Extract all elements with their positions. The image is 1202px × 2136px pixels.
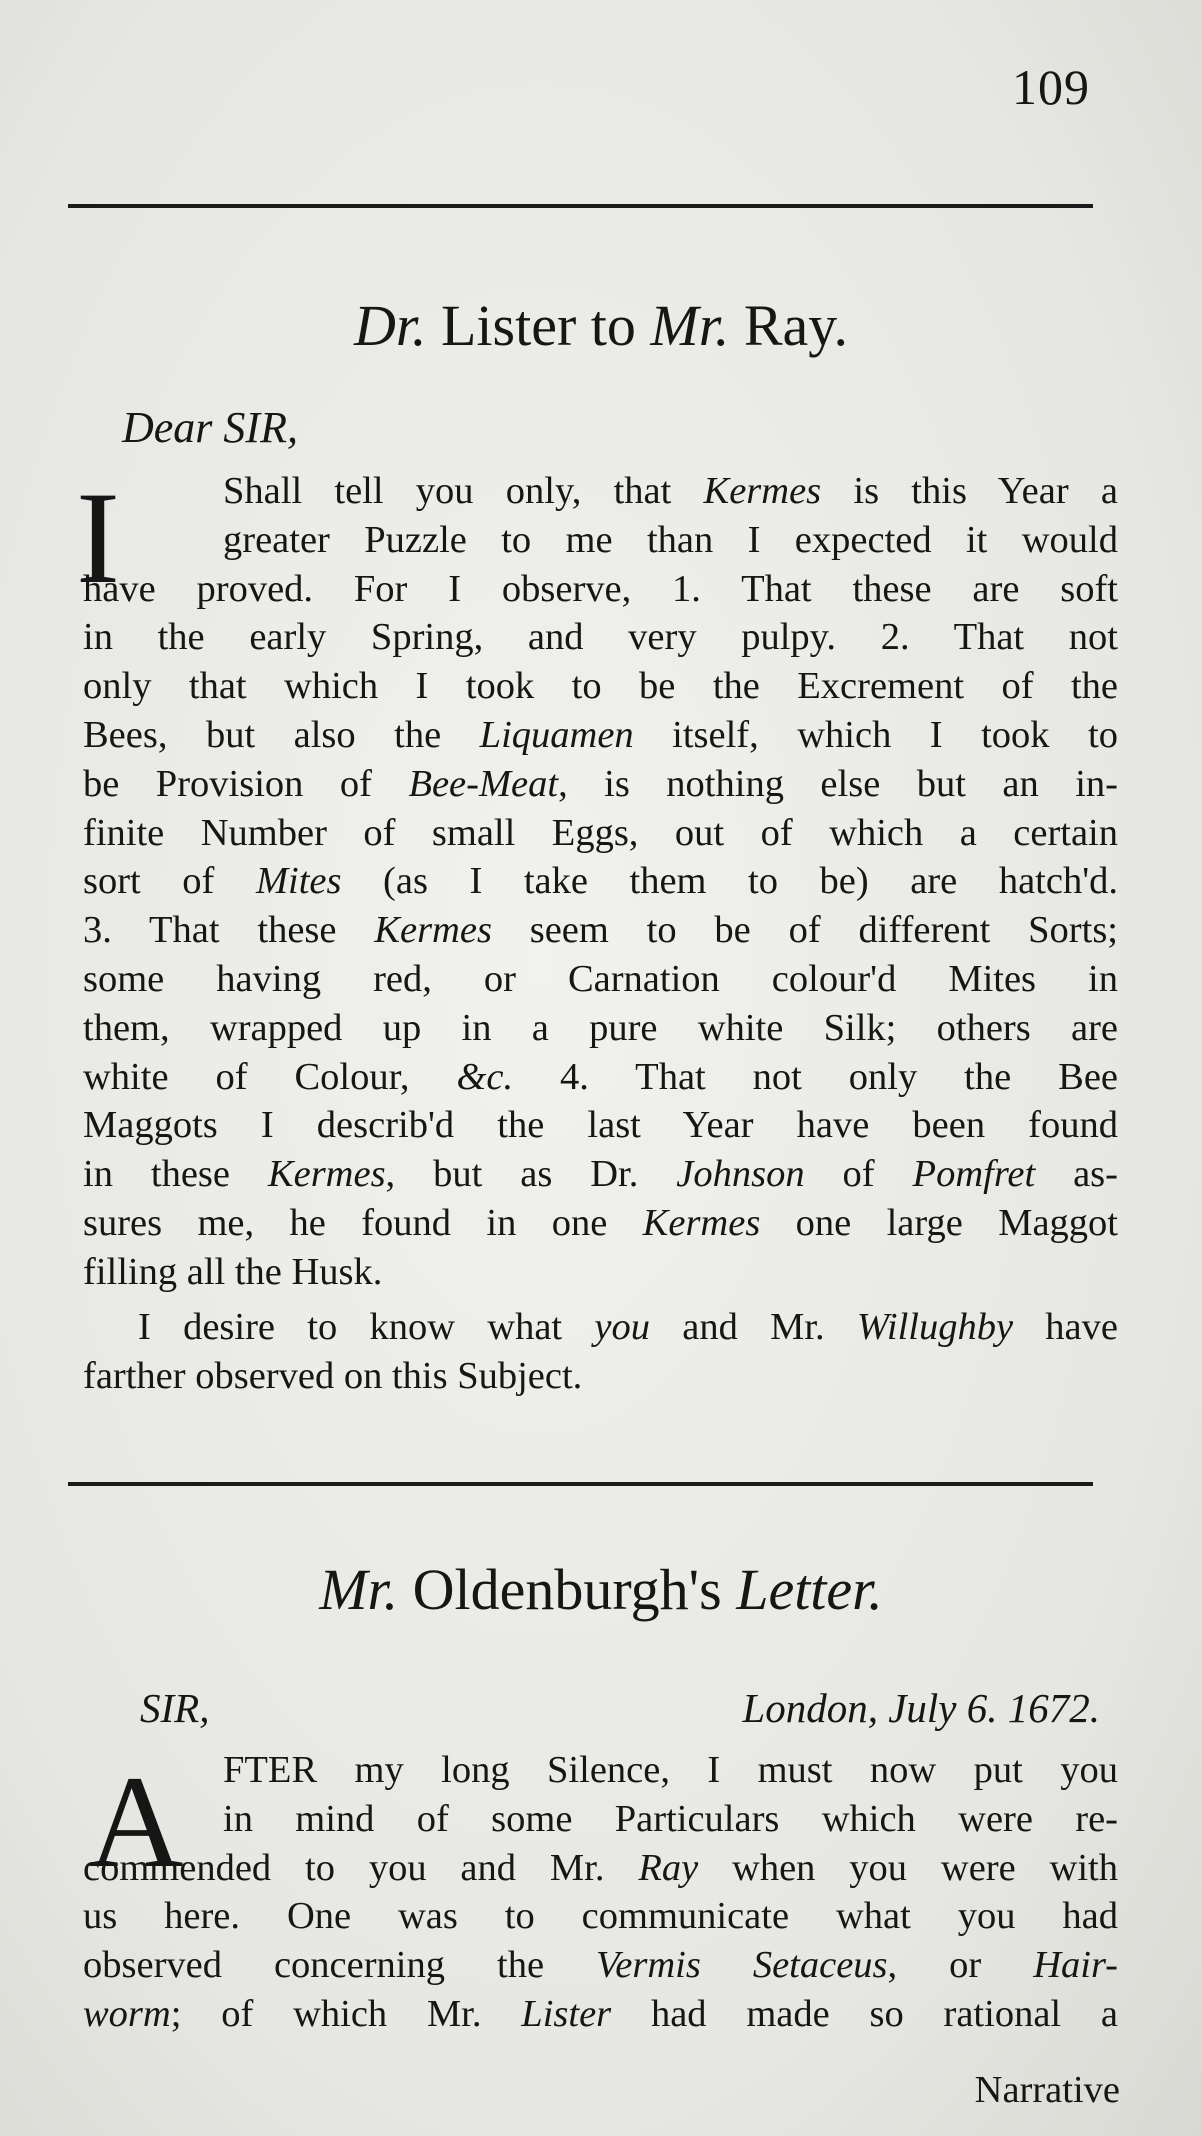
text-run: itself, which I took to: [633, 713, 1118, 756]
text-line: [83, 516, 1118, 565]
text-run: in these: [83, 1153, 268, 1196]
letter1-salutation: Dear SIR,: [122, 403, 298, 452]
text-run: I desire to know what: [138, 1306, 595, 1348]
text-line: [83, 662, 1118, 711]
text-line: [83, 1352, 1118, 1401]
text-line: [83, 467, 1118, 516]
text-line: [83, 613, 1118, 662]
text-line: [83, 760, 1118, 809]
text-run: only that which I took to be the Excrement of the: [83, 665, 1118, 708]
text-run: seem to be of different Sorts;: [491, 909, 1118, 952]
text-run: when you were with: [698, 1846, 1119, 1889]
text-run: finite Number of small Eggs, out of which a certain: [83, 811, 1118, 854]
heading-letter: Letter.: [736, 1557, 883, 1622]
text-line: [83, 565, 1118, 614]
letter2-body: [83, 1746, 1118, 2039]
page-number: 109: [1012, 59, 1090, 115]
text-run: them, wrapped up in a pure white Silk; others are: [83, 1006, 1118, 1049]
text-line: [83, 1004, 1118, 1053]
text-run: be Provision of: [83, 762, 409, 805]
heading-recipient: Ray.: [743, 293, 849, 358]
text-run: of: [804, 1153, 913, 1196]
italic-word: Kermes: [374, 909, 492, 952]
text-run: is this Year a: [821, 470, 1118, 512]
text-run: farther observed on this Subject.: [83, 1354, 583, 1397]
text-run: greater Puzzle to me than I expected it would: [223, 518, 1118, 561]
text-run: observed concerning the: [83, 1944, 597, 1987]
italic-word: Kermes: [642, 1201, 761, 1244]
text-line: [83, 1795, 1118, 1844]
text-run: some having red, or Carnation colour'd Mites in: [83, 957, 1118, 1000]
text-line: [83, 711, 1118, 760]
text-run: Shall tell you only, that: [223, 470, 704, 512]
text-run: Bees, but also the: [83, 713, 480, 756]
catchword: Narrative: [974, 2069, 1120, 2111]
text-run: in the early Spring, and very pulpy. 2. That not: [83, 616, 1118, 659]
text-line: [83, 857, 1118, 906]
italic-word: Mites: [255, 860, 342, 903]
letter2-salutation: SIR,: [140, 1685, 210, 1731]
text-run: 3. That these: [83, 909, 375, 952]
text-run: Maggots I describ'd the last Year have been found: [83, 1104, 1118, 1147]
text-line: [83, 1150, 1118, 1199]
italic-word: Johnson: [676, 1153, 805, 1196]
italic-word: Vermis Setaceus: [596, 1944, 888, 1987]
text-run: sures me, he found in one: [83, 1201, 643, 1244]
italic-word: worm: [83, 1992, 171, 2035]
letter1-dropcap: I: [76, 464, 120, 611]
text-run: filling all the Husk.: [83, 1250, 383, 1293]
text-line: [83, 1844, 1118, 1893]
letter2-dropcap: A: [88, 1748, 184, 1895]
text-line: [83, 1892, 1118, 1941]
text-run: in mind of some Particulars which were re-: [223, 1797, 1118, 1840]
text-line: [83, 1303, 1118, 1352]
text-run: (as I take them to be) are hatch'd.: [341, 860, 1119, 903]
heading-title-mr: Mr.: [319, 1557, 399, 1622]
italic-word: Pomfret: [912, 1153, 1036, 1196]
text-line: [83, 1248, 1118, 1297]
italic-word: &c.: [456, 1055, 514, 1098]
text-run: sort of: [83, 860, 256, 903]
heading-title-mr: Mr.: [650, 293, 730, 358]
text-run: us here. One was to communicate what you had: [83, 1895, 1118, 1938]
text-line: [83, 1053, 1118, 1102]
letter2-place-date: London, July 6. 1672.: [742, 1685, 1100, 1731]
text-run: have: [1013, 1306, 1118, 1348]
top-rule: [68, 204, 1093, 208]
text-line: [83, 1101, 1118, 1150]
letter1-heading: [0, 292, 1202, 359]
text-run: white of Colour,: [83, 1055, 457, 1098]
text-run: as-: [1035, 1153, 1118, 1196]
text-run: had made so rational a: [611, 1992, 1118, 2035]
text-line: [83, 1941, 1118, 1990]
italic-word: you: [594, 1306, 650, 1348]
middle-rule: [68, 1482, 1093, 1486]
text-run: commended to you and Mr.: [83, 1846, 639, 1889]
italic-word: Ray: [638, 1846, 699, 1889]
text-line: [83, 1990, 1118, 2039]
heading-name: Lister to: [440, 293, 636, 358]
italic-word: Willughby: [856, 1306, 1014, 1348]
text-run: ; of which Mr.: [170, 1992, 522, 2035]
text-run: one large Maggot: [760, 1201, 1118, 1244]
text-run: and Mr.: [649, 1306, 857, 1348]
letter1-body: [83, 467, 1118, 1297]
text-run: , or: [887, 1944, 1034, 1987]
text-run: , but as Dr.: [385, 1153, 677, 1196]
heading-title-dr: Dr.: [353, 293, 427, 358]
letter2-heading: [0, 1556, 1202, 1623]
letter2-salutation-row: [140, 1684, 1100, 1732]
heading-name: Oldenburgh's: [412, 1557, 722, 1622]
italic-word: Lister: [521, 1992, 612, 2035]
italic-word: Liquamen: [479, 713, 634, 756]
italic-word: Bee-Meat: [408, 762, 559, 805]
text-line: [83, 1746, 1118, 1795]
letter1-closing: [83, 1303, 1118, 1401]
text-run: have proved. For I observe, 1. That these are soft: [83, 567, 1118, 610]
text-run: FTER my long Silence, I must now put you: [223, 1749, 1118, 1791]
text-run: 4. That not only the Bee: [513, 1055, 1119, 1098]
text-line: [83, 809, 1118, 858]
italic-word: Kermes: [267, 1153, 386, 1196]
italic-word: Kermes: [703, 470, 822, 512]
text-line: [83, 955, 1118, 1004]
text-run: , is nothing else but an in-: [558, 762, 1118, 805]
text-line: [83, 906, 1118, 955]
text-line: [83, 1199, 1118, 1248]
italic-word: Hair-: [1033, 1944, 1119, 1987]
